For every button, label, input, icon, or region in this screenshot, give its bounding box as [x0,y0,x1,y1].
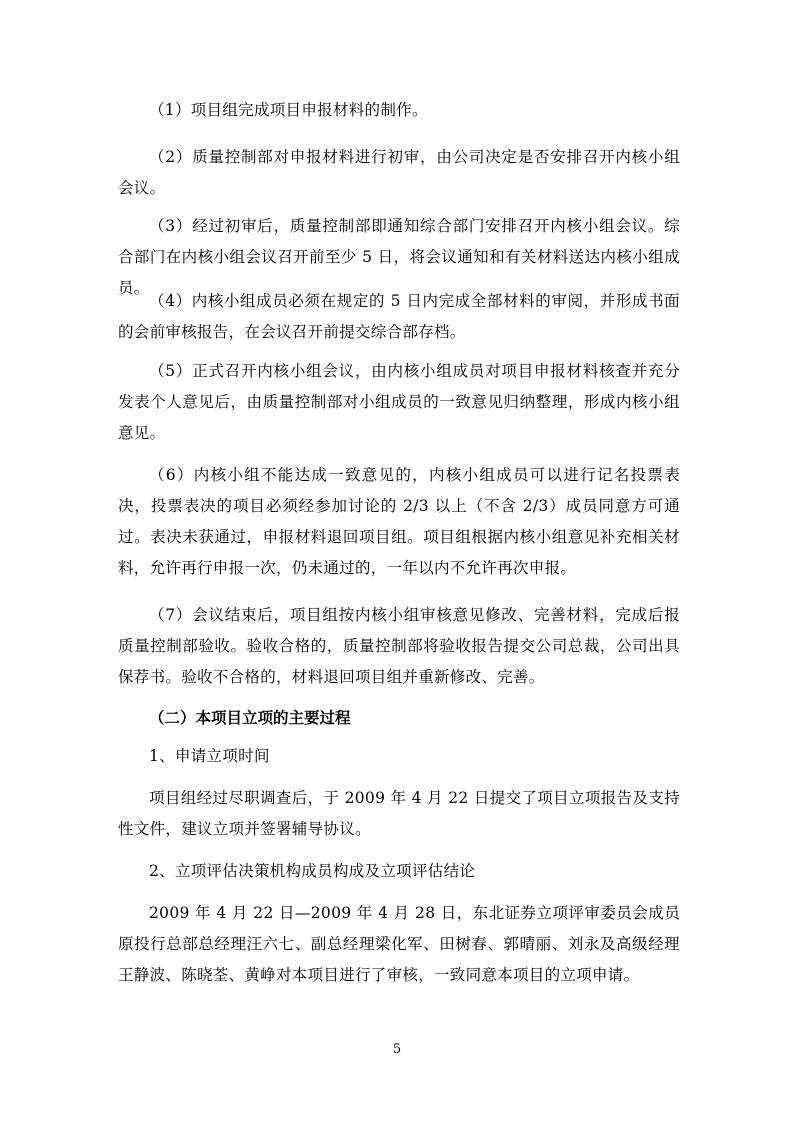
subsection-2-body: 2009 年 4 月 22 日—2009 年 4 月 28 日，东北证券立项评审委员会成员原投行总部总经理汪六七、副总经理梁化军、田树春、郭晴丽、刘永及高级经理王静波、陈晓荃、黄峥对本项目进行了审核，一致同意本项目的立项申请。 [118,904,680,984]
paragraph-step-7: （7）会议结束后，项目组按内核小组审核意见修改、完善材料，完成后报质量控制部验收。验收合格的，质量控制部将验收报告提交公司总裁，公司出具保荐书。验收不合格的，材料退回项目组并重新修改、完善。 [118,606,680,686]
paragraph-step-5: （5）正式召开内核小组会议，由内核小组成员对项目申报材料核查并充分发表个人意见后，由质量控制部对小组成员的一致意见归纳整理，形成内核小组意见。 [118,362,680,442]
section-heading: （二）本项目立项的主要过程 [149,709,351,727]
subsection-1-title: 1、申请立项时间 [149,747,270,765]
paragraph-step-4: （4）内核小组成员必须在规定的 5 日内完成全部材料的审阅，并形成书面的会前审核报告，在会议召开前提交综合部存档。 [118,292,680,341]
page-number: 5 [392,1042,402,1057]
paragraph-step-3: （3）经过初审后，质量控制部即通知综合部门安排召开内核小组会议。综合部门在内核小组会议召开前至少 5 日，将会议通知和有关材料送达内核小组成员。 [118,217,680,297]
paragraph-step-2: （2）质量控制部对申报材料进行初审，由公司决定是否安排召开内核小组会议。 [118,148,680,197]
paragraph-step-1: （1）项目组完成项目申报材料的制作。 [149,101,428,119]
subsection-1-body: 项目组经过尽职调查后，于 2009 年 4 月 22 日提交了项目立项报告及支持性文件，建议立项并签署辅导协议。 [118,789,680,838]
paragraph-step-6: （6）内核小组不能达成一致意见的，内核小组成员可以进行记名投票表决，投票表决的项目必须经参加讨论的 2/3 以上（不含 2/3）成员同意方可通过。表决未获通过，申报材料退回项目组。项目组根据内核小组意见补充相关材料，允许再行申报一次，仍未通过的，一年以内不允许再次申报。 [118,466,680,577]
subsection-2-title: 2、立项评估决策机构成员构成及立项评估结论 [149,862,476,880]
